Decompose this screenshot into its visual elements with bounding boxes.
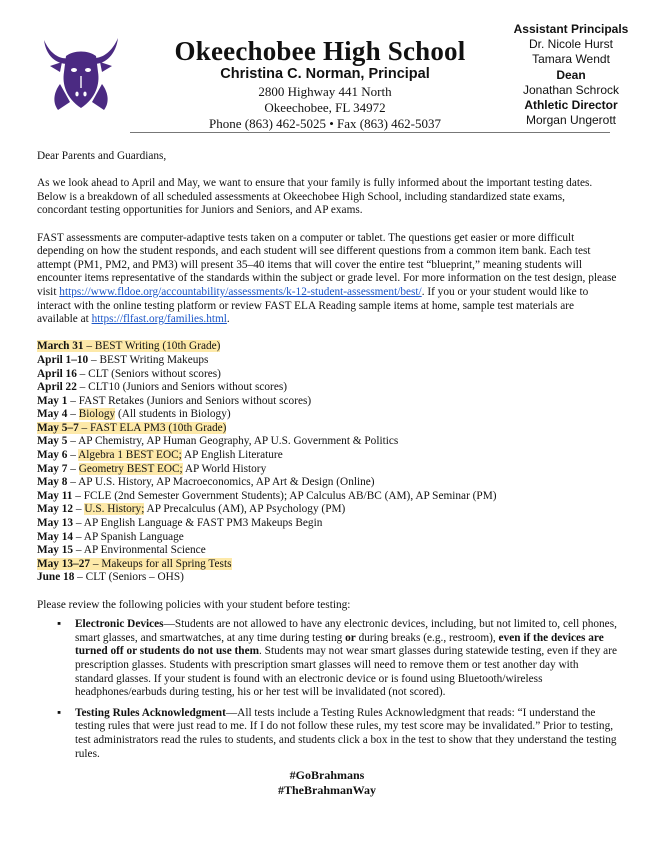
schedule-date: May 14 (37, 530, 74, 543)
hashtags (37, 768, 617, 798)
policy-testing-rules: ▪ Testing Rules Acknowledgment—All tests include a Testing Rules Acknowledgment that reads: “I understand the testing rules that were just read to me. If I do not follow these rules, my test score may be invalidated.” Prior to testing, test administrators read the rules to students, and students click a box in the test to show that they understand the testing rules. (57, 706, 617, 760)
schedule-date: May 13–27 (37, 557, 91, 570)
fast-paragraph: FAST assessments are computer-adaptive tests taken on a computer or tablet. The questions get easier or more difficult depending on how the student responds, and each student will see different questions from a common item bank. Each test attempt (PM1, PM2, and PM3) will present 35–40 items that will cover the entire test “blueprint,” meaning students will encounter items representative of the standards within the subject or grade level. For more information on the test design, please visit https://www.fldoe.org/accountability/assessments/k-12-student-assessment/best/. If you or your student would like to interact with the online testing platform or review FAST ELA Reading sample items at home, sample test materials are available at https://flfast.org/families.html. (37, 231, 617, 326)
schedule-test: AP Environmental Science (83, 544, 206, 557)
schedule-row: April 16 – CLT (Seniors without scores) (37, 367, 221, 380)
address-line-1: 2800 Highway 441 North (258, 84, 392, 99)
schedule-row: May 4 – Biology (All students in Biology) (37, 408, 231, 421)
schedule-date: May 7 (37, 462, 68, 475)
staff-list (500, 22, 642, 128)
school-name: Okeechobee High School (174, 36, 466, 66)
schedule-row: May 8 – AP U.S. History, AP Macroeconomics, AP Art & Design (Online) (37, 476, 375, 489)
phone-fax: Phone (863) 462-5025 • Fax (863) 462-5037 (208, 116, 442, 131)
schedule-date: May 1 (37, 394, 68, 407)
schedule-test: CLT (Seniors without scores) (88, 367, 221, 380)
schedule-test: FAST ELA PM3 (10th Grade) (90, 421, 227, 434)
schedule-row: May 14 – AP Spanish Language (37, 530, 184, 543)
schedule-test: CLT10 (Juniors and Seniors without scores) (88, 381, 287, 394)
schedule-date: June 18 (37, 571, 75, 584)
schedule-test: AP U.S. History, AP Macroeconomics, AP Art & Design (Online) (78, 476, 375, 489)
policies-intro: Please review the following policies with your student before testing: (37, 598, 351, 611)
schedule-row: May 11 – FCLE (2nd Semester Government Students); AP Calculus AB/BC (AM), AP Seminar (PM) (37, 489, 497, 502)
schedule-date: May 4 (37, 408, 68, 421)
schedule-test: BEST Writing Makeups (99, 353, 209, 366)
schedule-date: May 15 (37, 544, 74, 557)
testing-schedule (37, 340, 617, 585)
schedule-test: (All students in Biology) (115, 408, 231, 421)
schedule-test: FAST Retakes (Juniors and Seniors without scores) (78, 394, 312, 407)
schedule-date: May 8 (37, 476, 68, 489)
policy-list (37, 618, 617, 761)
schedule-test: AP English Literature (181, 449, 283, 462)
schedule-row: April 1–10 – BEST Writing Makeups (37, 353, 209, 366)
greeting: Dear Parents and Guardians, (37, 150, 167, 162)
flfast-link[interactable]: https://flfast.org/families.html (91, 313, 227, 326)
letter-body (37, 150, 617, 798)
schedule-date: May 5–7 (37, 421, 79, 434)
schedule-row: May 13–27 – Makeups for all Spring Tests (37, 557, 232, 570)
schedule-test: AP Chemistry, AP Human Geography, AP U.S. Government & Politics (78, 435, 399, 448)
policy-electronic-devices: ▪ Electronic Devices—Students are not allowed to have any electronic devices, including, but not limited to, cell phones, smart glasses, and smartwatches, at any time during testing or during breaks (e.g., restroom), even if the devices are turned off or students do not use them. Students may not wear smart glasses during statewide testing, even if they are prescription glasses. Students with prescription smart glasses will need to remove them or test another day with standard glasses. If your student is found with an electronic device or is found using Bluetooth/wireless headphones/earbuds during testing, his or her test will be invalidated (not scored). (57, 618, 617, 699)
intro-paragraph: As we look ahead to April and May, we want to ensure that your family is fully informed about the important testing dates. Below is a breakdown of all scheduled assessments at Okeechobee High School, including standardized state exams, concordant testing opportunities for Juniors and Seniors, and AP exams. (37, 177, 593, 217)
staff-name: Dr. Nicole Hurst (528, 37, 614, 52)
hashtag-gobrahmans: #GoBrahmans (289, 768, 365, 783)
staff-heading: Dean (556, 67, 586, 82)
address-line-2: Okeechobee, FL 34972 (264, 100, 386, 115)
bullet-icon: ▪ (57, 706, 62, 719)
schedule-date: April 22 (37, 381, 77, 394)
schedule-test: Makeups for all Spring Tests (101, 557, 232, 570)
schedule-test: U.S. History; (84, 503, 145, 516)
schedule-test: AP World History (182, 462, 267, 475)
header-divider (130, 132, 610, 133)
staff-heading: Athletic Director (524, 98, 618, 113)
principal-name: Christina C. Norman, Principal (220, 66, 430, 82)
schedule-date: May 11 (37, 489, 73, 502)
schedule-row: May 5 – AP Chemistry, AP Human Geography, AP U.S. Government & Politics (37, 435, 399, 448)
staff-name: Jonathan Schrock (522, 82, 620, 97)
schedule-row: May 1 – FAST Retakes (Juniors and Seniors without scores) (37, 394, 312, 407)
schedule-row: April 22 – CLT10 (Juniors and Seniors without scores) (37, 381, 287, 394)
schedule-date: May 13 (37, 517, 74, 530)
staff-heading: Assistant Principals (513, 22, 629, 36)
schedule-date: May 12 (37, 503, 74, 516)
schedule-row: May 13 – AP English Language & FAST PM3 Makeups Begin (37, 517, 323, 530)
schedule-test: AP English Language & FAST PM3 Makeups Begin (83, 517, 323, 530)
staff-name: Tamara Wendt (532, 52, 610, 67)
schedule-date: April 16 (37, 367, 77, 380)
schedule-test: CLT (Seniors – OHS) (85, 571, 184, 584)
schedule-test: Biology (78, 408, 116, 421)
schedule-row: May 6 – Algebra 1 BEST EOC; AP English Literature (37, 449, 283, 462)
schedule-date: May 6 (37, 449, 68, 462)
schedule-date: March 31 (37, 340, 84, 353)
schedule-date: May 5 (37, 435, 68, 448)
schedule-test: Geometry BEST EOC; (78, 462, 183, 475)
fldoe-link[interactable]: https://www.fldoe.org/accountability/assessments/k-12-student-assessment/best/ (59, 285, 422, 298)
schedule-row: March 31 – BEST Writing (10th Grade) (37, 340, 221, 353)
schedule-test: Algebra 1 BEST EOC; (78, 449, 182, 462)
schedule-row: May 5–7 – FAST ELA PM3 (10th Grade) (37, 421, 227, 434)
schedule-test: BEST Writing (10th Grade) (94, 340, 221, 353)
schedule-row: May 15 – AP Environmental Science (37, 544, 206, 557)
staff-name: Morgan Ungerott (525, 113, 617, 128)
bullet-icon: ▪ (57, 618, 62, 631)
address-block (190, 84, 460, 132)
schedule-test: AP Spanish Language (83, 530, 184, 543)
hashtag-thebrahmanway: #TheBrahmanWay (277, 783, 376, 798)
schedule-date: April 1–10 (37, 353, 89, 366)
schedule-row: May 7 – Geometry BEST EOC; AP World History (37, 462, 267, 475)
schedule-row: June 18 – CLT (Seniors – OHS) (37, 571, 184, 584)
schedule-row: May 12 – U.S. History; AP Precalculus (AM), AP Psychology (PM) (37, 503, 346, 516)
schedule-test: AP Precalculus (AM), AP Psychology (PM) (144, 503, 346, 516)
schedule-test: FCLE (2nd Semester Government Students); AP Calculus AB/BC (AM), AP Seminar (PM) (83, 489, 497, 502)
